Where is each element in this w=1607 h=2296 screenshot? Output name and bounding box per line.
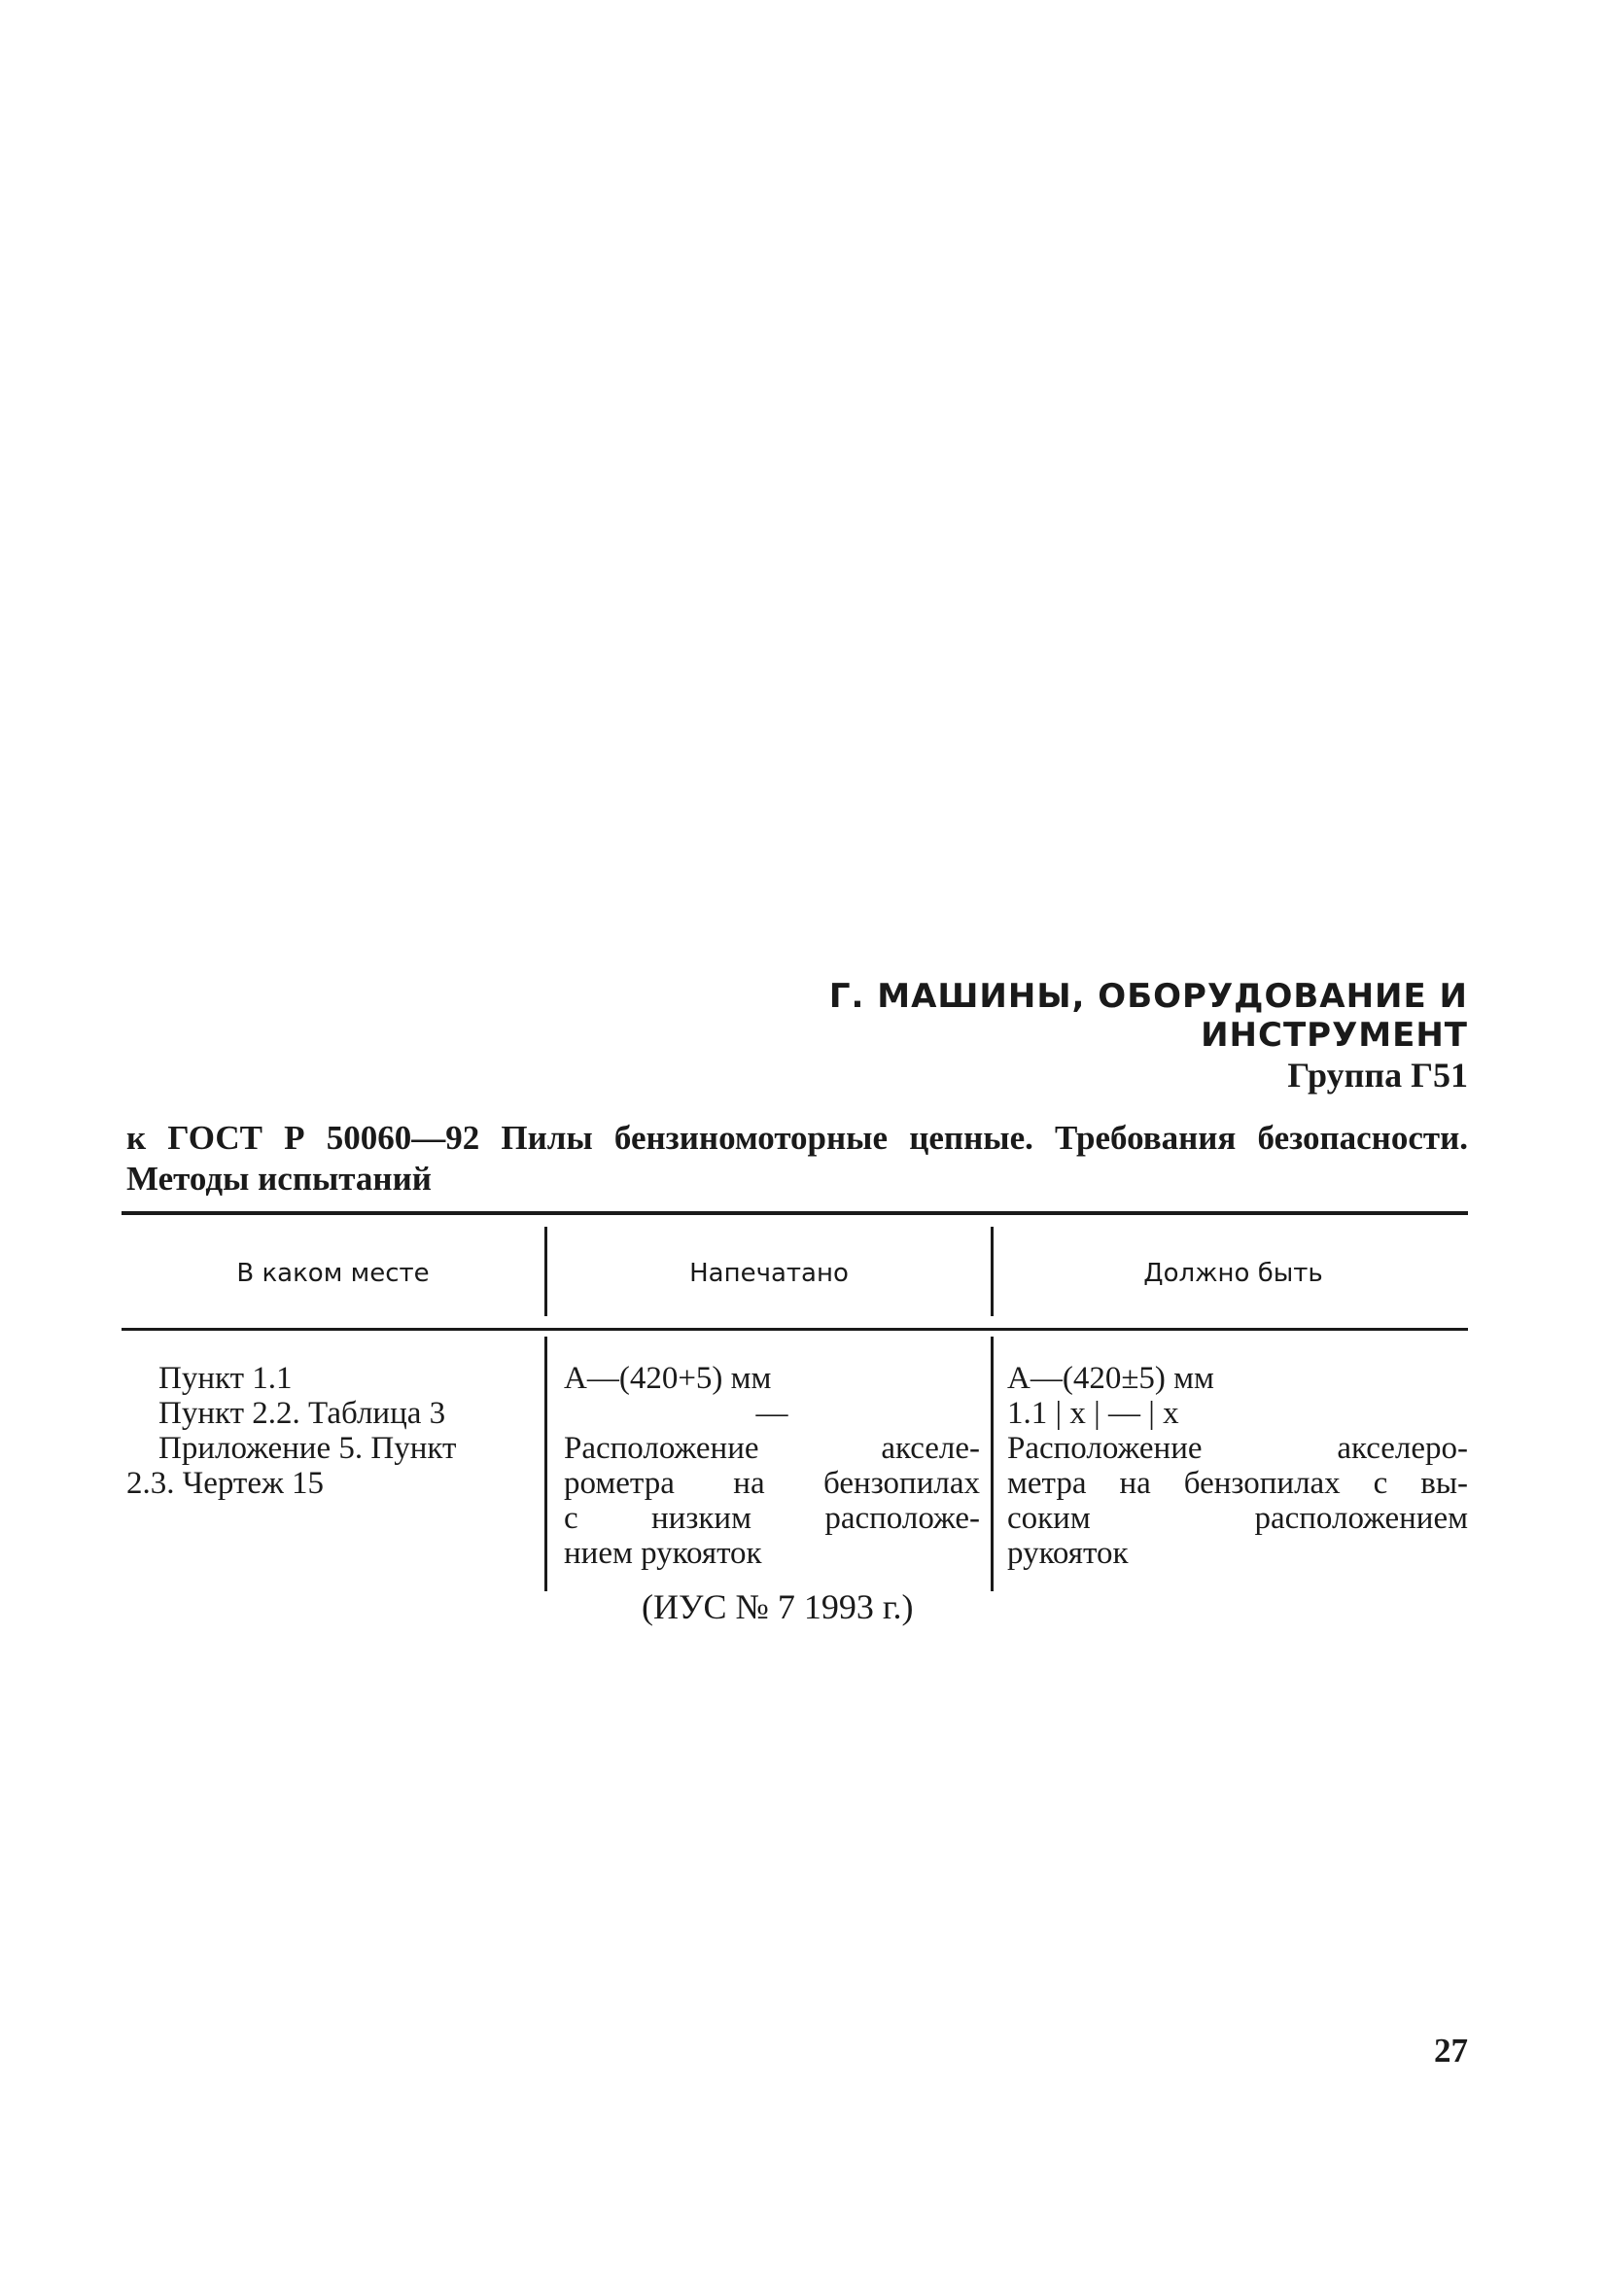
- document-reference-line-2: Методы испытаний: [126, 1160, 432, 1198]
- body-divider-1: [544, 1337, 547, 1591]
- printed-text-line: Расположение акселе-: [564, 1431, 980, 1466]
- printed-dimension: А—(420+5) мм: [564, 1361, 772, 1396]
- body-divider-2: [991, 1337, 994, 1591]
- printed-text-line: нием рукояток: [564, 1536, 762, 1571]
- column-header-printed: Напечатано: [689, 1259, 849, 1288]
- document-reference: [126, 1118, 1468, 1200]
- location-line: Приложение 5. Пункт: [158, 1431, 457, 1466]
- location-line: 2.3. Чертеж 15: [126, 1466, 325, 1501]
- source-reference: (ИУС № 7 1993 г.): [642, 1587, 914, 1626]
- table-top-rule: [122, 1211, 1468, 1215]
- corrected-table-value: 1.1 | x | — | x: [1007, 1396, 1179, 1431]
- corrected-text-line: соким расположением: [1007, 1501, 1468, 1536]
- location-line: Пункт 1.1: [158, 1361, 293, 1396]
- column-header-should-be: Должно быть: [1143, 1259, 1323, 1288]
- printed-table-value: —: [755, 1396, 788, 1431]
- printed-text-line: рометра на бензопилах: [564, 1466, 980, 1501]
- printed-cell: [564, 1361, 980, 1571]
- should-be-cell: [1007, 1361, 1468, 1571]
- header-divider-2: [991, 1227, 994, 1316]
- page-number: 27: [1434, 2032, 1468, 2070]
- location-cell: [126, 1361, 540, 1501]
- corrected-dimension: А—(420±5) мм: [1007, 1361, 1214, 1396]
- document-reference-line-1: к ГОСТ Р 50060—92 Пилы бензиномоторные цепные. Требования безопасности.: [126, 1119, 1468, 1157]
- header-divider-1: [544, 1227, 547, 1316]
- group-label: Группа Г51: [1287, 1056, 1468, 1095]
- corrected-text-line: метра на бензопилах с вы-: [1007, 1466, 1468, 1501]
- section-heading: Г. МАШИНЫ, ОБОРУДОВАНИЕ И ИНСТРУМЕНТ: [828, 977, 1468, 1055]
- table-header-rule: [122, 1328, 1468, 1331]
- printed-text-line: с низким расположе-: [564, 1501, 980, 1536]
- corrected-text-line: Расположение акселеро-: [1007, 1431, 1468, 1466]
- corrected-text-line: рукояток: [1007, 1536, 1129, 1571]
- column-header-location: В каком месте: [236, 1259, 430, 1288]
- location-line: Пункт 2.2. Таблица 3: [158, 1396, 446, 1431]
